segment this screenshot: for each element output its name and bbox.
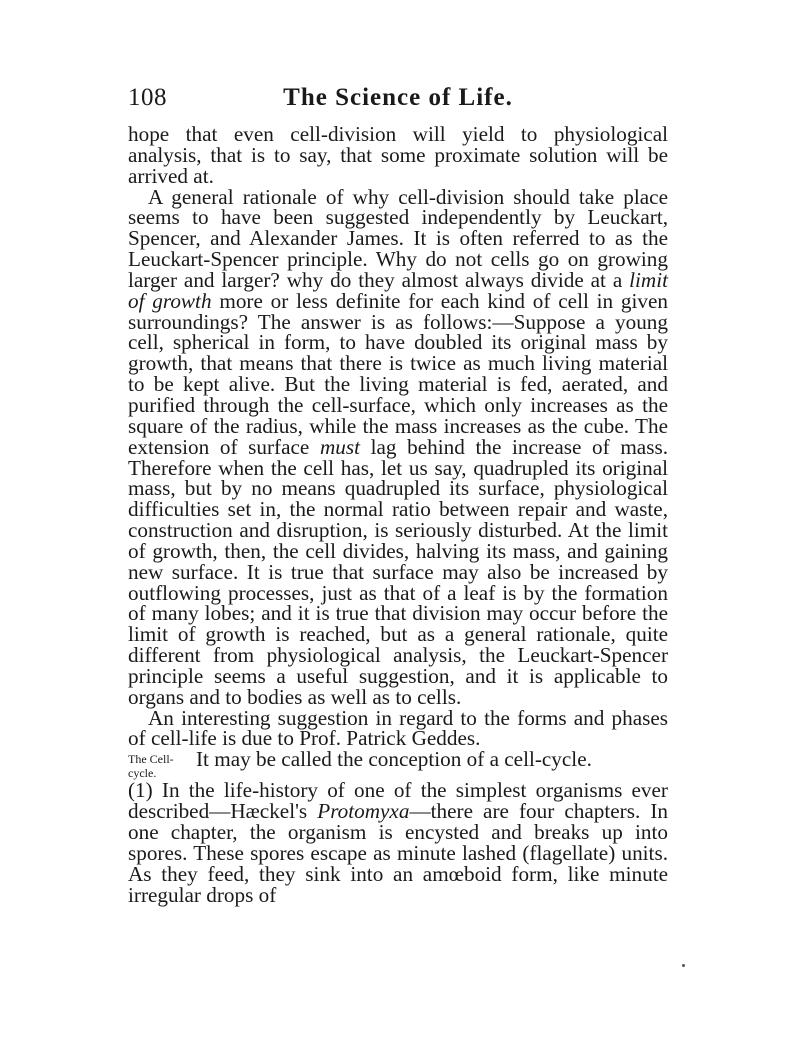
paragraph-protomyxa: [128, 780, 668, 905]
emphasis-protomyxa: Protomyxa: [317, 799, 410, 824]
running-title: The Science of Life.: [283, 84, 513, 111]
paragraph-continued: [128, 124, 668, 187]
paragraph-text: lag behind the increase of mass. Therefore when the cell has, let us say, quadrupled its original mass, but by no means quadrupled its surface, physiological difficulties set in, the normal ratio between repair and waste, construction and disruption, is seriously disturbed. At the limit of growth, then, the cell divides, halving its mass, and gaining new surface. It is true that surface may also be increased by outflowing processes, just as that of a leaf is by the formation of many lobes; and it is true that division may occur before the limit of growth is reached, but as a general rationale, quite different from physiological analysis, the Leuckart-Spencer principle seems a useful suggestion, and it is applicable to organs and to bodies as well as to cells.: [128, 434, 669, 709]
paragraph-text: hope that even cell-division will yield to physiological analysis, that is to say, that some proximate solution will be arrived at.: [128, 122, 668, 188]
paragraph-text: (1) In the life-history of one of the simplest organisms ever described—Hæckel's: [128, 778, 668, 824]
paragraph-text: —there are four chapters. In one chapter, the organism is encysted and breaks up into spores. These spores escape as minute lashed (flagellate) units. As they feed, they sink into an amœboid form, like minute irregular drops of: [128, 799, 669, 907]
margin-note: The Cell-cycle.: [128, 752, 174, 781]
emphasis-must: must: [319, 434, 360, 459]
paragraph-geddes: [128, 705, 668, 751]
page-number: 108: [128, 84, 167, 111]
paragraph-text: more or less definite for each kind of cell in given surroundings? The answer is as follows:—Suppose a young cell, spherical in form, to have doubled its original mass by growth, that means that there is twice as much living material to be kept alive. But the living material is fed, aerated, and purified through the cell-surface, which only increases as the square of the radius, while the mass increases as the cube. The extension of surface: [128, 288, 668, 459]
paragraph-leuckart-spencer: [128, 184, 669, 709]
emphasis-limit-of-growth: limit of growth: [128, 267, 668, 313]
ink-speck: [682, 964, 685, 967]
paragraph-text: A general rationale of why cell-division should take place seems to have been suggested independently by Leuckart, Spencer, and Alexander James. It is often referred to as the Leuckart-Spencer principle. Why do not cells go on growing larger and larger? why do they almost always divide at a: [128, 184, 668, 292]
paragraph-text: It may be called the conception of a cell-cycle.: [196, 747, 592, 772]
page-header: [128, 84, 668, 116]
paragraph-text: An interesting suggestion in regard to the forms and phases of cell-life is due to Prof. Patrick Geddes.: [128, 705, 668, 751]
page-body: [128, 124, 668, 905]
paragraph-cell-cycle-with-note: [128, 749, 668, 780]
